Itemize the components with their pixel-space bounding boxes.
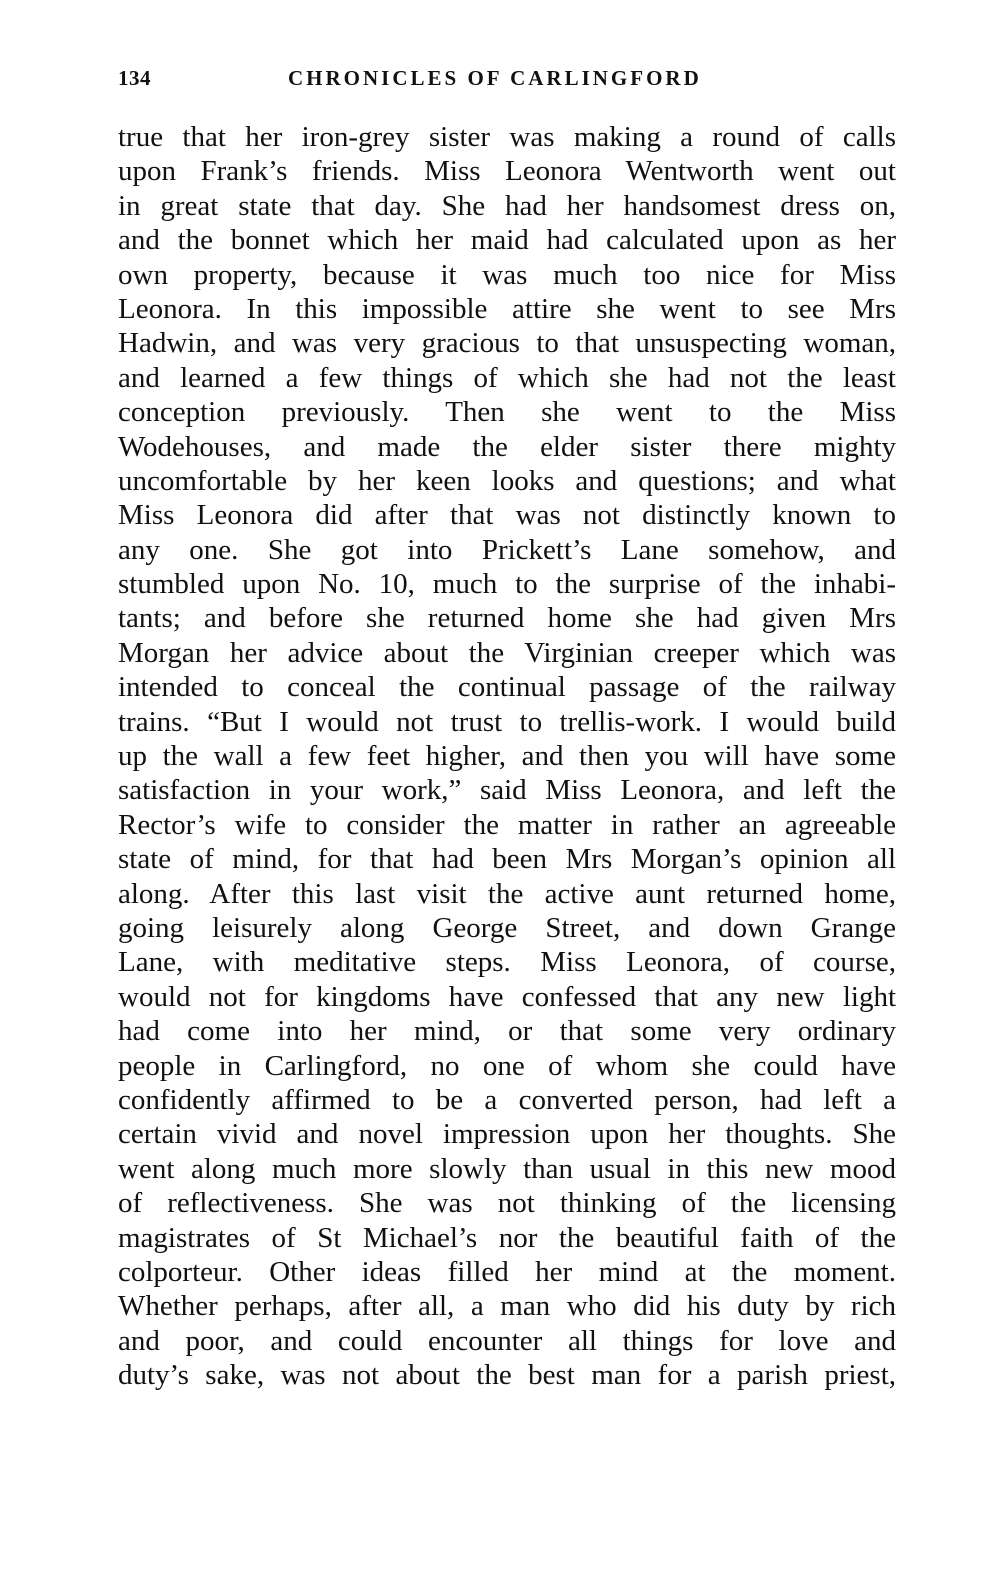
running-head: CHRONICLES OF CARLINGFORD — [288, 66, 702, 90]
text-line: along. After this last visit the active aunt returned home, — [118, 877, 896, 910]
text-line: up the wall a few feet higher, and then you will have some — [118, 740, 896, 773]
text-line: and learned a few things of which she had not the least — [118, 361, 896, 394]
text-line: Leonora. In this impossible attire she went to see Mrs — [118, 292, 896, 325]
body-text — [118, 120, 896, 1392]
text-line: duty’s sake, was not about the best man for a parish priest, — [118, 1359, 896, 1392]
text-line: true that her iron-grey sister was making a round of calls — [118, 121, 896, 153]
text-line: intended to conceal the continual passage of the railway — [118, 671, 896, 704]
text-line: satisfaction in your work,” said Miss Leonora, and left the — [118, 774, 896, 807]
text-line: in great state that day. She had her handsomest dress on, — [118, 189, 896, 222]
text-line: certain vivid and novel impression upon her thoughts. She — [118, 1118, 896, 1151]
page-header — [118, 66, 896, 100]
text-line: had come into her mind, or that some very ordinary — [118, 1015, 896, 1048]
text-line: Morgan her advice about the Virginian creeper which was — [118, 636, 896, 669]
text-line: state of mind, for that had been Mrs Morgan’s opinion all — [118, 843, 896, 876]
text-line: of reflectiveness. She was not thinking of the licensing — [118, 1187, 896, 1220]
text-line: Miss Leonora did after that was not distinctly known to — [118, 499, 896, 532]
text-line: Rector’s wife to consider the matter in rather an agreeable — [118, 808, 896, 841]
text-line: confidently affirmed to be a converted person, had left a — [118, 1083, 896, 1116]
text-line: own property, because it was much too nice for Miss — [118, 258, 896, 291]
text-line: would not for kingdoms have confessed that any new light — [118, 980, 896, 1013]
text-line: trains. “But I would not trust to trellis-work. I would build — [118, 705, 896, 738]
text-line: going leisurely along George Street, and down Grange — [118, 911, 896, 944]
text-line: and poor, and could encounter all things for love and — [118, 1324, 896, 1357]
text-line: colporteur. Other ideas filled her mind at the moment. — [118, 1255, 896, 1288]
text-line: Wodehouses, and made the elder sister there mighty — [118, 430, 896, 463]
text-line: tants; and before she returned home she had given Mrs — [118, 602, 896, 635]
text-line: magistrates of St Michael’s nor the beautiful faith of the — [118, 1221, 896, 1254]
text-line: upon Frank’s friends. Miss Leonora Wentworth went out — [118, 155, 896, 188]
text-line: uncomfortable by her keen looks and questions; and what — [118, 464, 896, 497]
text-line: Hadwin, and was very gracious to that unsuspecting woman, — [118, 327, 896, 360]
text-line: Whether perhaps, after all, a man who did his duty by rich — [118, 1290, 896, 1323]
text-line: people in Carlingford, no one of whom she could have — [118, 1049, 896, 1082]
text-line: and the bonnet which her maid had calculated upon as her — [118, 224, 896, 257]
page-number: 134 — [118, 66, 151, 90]
text-line: stumbled upon No. 10, much to the surprise of the inhabi- — [118, 568, 896, 601]
text-line: any one. She got into Prickett’s Lane somehow, and — [118, 533, 896, 566]
text-line: went along much more slowly than usual in this new mood — [118, 1152, 896, 1185]
text-line: Lane, with meditative steps. Miss Leonora, of course, — [118, 946, 896, 979]
text-line: conception previously. Then she went to the Miss — [118, 396, 896, 429]
